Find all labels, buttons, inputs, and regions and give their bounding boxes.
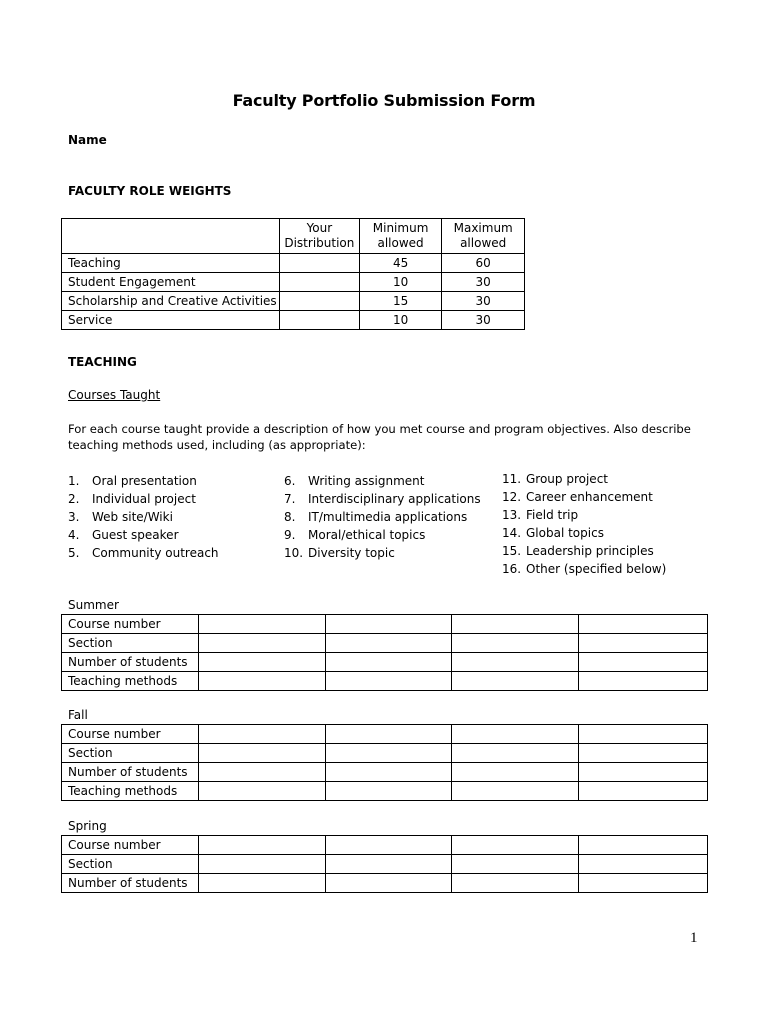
course-row	[62, 725, 708, 744]
role-name: Service	[62, 311, 280, 330]
course-row	[62, 874, 708, 893]
method-label: Other (specified below)	[526, 562, 667, 576]
course-entry-cell[interactable]	[325, 725, 452, 744]
form-title: Faculty Portfolio Submission Form	[232, 91, 536, 110]
role-name: Student Engagement	[62, 273, 280, 292]
header-min-line2: allowed	[377, 236, 424, 250]
method-item	[502, 488, 666, 506]
course-entry-cell[interactable]	[198, 855, 325, 874]
header-max-line2: allowed	[460, 236, 507, 250]
course-row-label: Teaching methods	[62, 782, 199, 801]
distribution-input[interactable]	[279, 254, 359, 273]
course-entry-cell[interactable]	[452, 744, 579, 763]
method-number: 2.	[68, 492, 80, 506]
term-label: Summer	[68, 598, 119, 612]
course-row	[62, 782, 708, 801]
method-item	[68, 508, 219, 526]
method-number: 1.	[68, 474, 80, 488]
course-entry-cell[interactable]	[198, 744, 325, 763]
method-item	[502, 524, 666, 542]
method-number: 5.	[68, 546, 80, 560]
weights-row	[62, 311, 525, 330]
method-item	[284, 472, 481, 490]
course-entry-cell[interactable]	[325, 744, 452, 763]
method-label: Global topics	[526, 526, 604, 540]
courses-taught-heading: Courses Taught	[68, 388, 161, 402]
method-number: 10.	[284, 546, 304, 560]
course-entry-cell[interactable]	[198, 615, 325, 634]
method-item	[284, 544, 481, 562]
method-label: Oral presentation	[92, 474, 197, 488]
course-entry-cell[interactable]	[579, 615, 708, 634]
method-label: Community outreach	[92, 546, 219, 560]
method-label: Group project	[526, 472, 608, 486]
course-entry-cell[interactable]	[325, 836, 452, 855]
method-label: Moral/ethical topics	[308, 528, 426, 542]
course-row-label: Number of students	[62, 763, 199, 782]
course-row	[62, 615, 708, 634]
max-allowed: 30	[442, 273, 525, 292]
course-entry-cell[interactable]	[325, 672, 452, 691]
course-entry-cell[interactable]	[452, 634, 579, 653]
header-your-line1: Your	[306, 221, 333, 235]
role-name: Teaching	[62, 254, 280, 273]
course-row	[62, 744, 708, 763]
course-entry-cell[interactable]	[325, 855, 452, 874]
course-row-label: Course number	[62, 725, 199, 744]
course-row-label: Teaching methods	[62, 672, 199, 691]
description-line-2: teaching methods used, including (as appropriate):	[68, 438, 366, 452]
course-entry-cell[interactable]	[198, 782, 325, 801]
method-label: Diversity topic	[308, 546, 395, 560]
course-entry-cell[interactable]	[452, 725, 579, 744]
course-table	[61, 614, 708, 691]
course-row-label: Number of students	[62, 653, 199, 672]
max-allowed: 30	[442, 311, 525, 330]
max-allowed: 30	[442, 292, 525, 311]
course-entry-cell[interactable]	[325, 634, 452, 653]
course-entry-cell[interactable]	[579, 763, 708, 782]
course-entry-cell[interactable]	[579, 782, 708, 801]
course-table	[61, 724, 708, 801]
distribution-input[interactable]	[279, 292, 359, 311]
term-label: Fall	[68, 708, 88, 722]
method-number: 6.	[284, 474, 296, 488]
role-weights-table	[61, 218, 525, 330]
course-entry-cell[interactable]	[579, 653, 708, 672]
method-item	[284, 526, 481, 544]
min-allowed: 10	[359, 311, 442, 330]
weights-row	[62, 254, 525, 273]
course-entry-cell[interactable]	[452, 855, 579, 874]
course-entry-cell[interactable]	[325, 782, 452, 801]
course-entry-cell[interactable]	[325, 653, 452, 672]
course-entry-cell[interactable]	[452, 653, 579, 672]
method-item	[68, 472, 219, 490]
method-number: 12.	[502, 490, 522, 504]
method-item	[284, 508, 481, 526]
role-weights-heading: FACULTY ROLE WEIGHTS	[68, 184, 232, 198]
course-entry-cell[interactable]	[452, 672, 579, 691]
course-entry-cell[interactable]	[198, 725, 325, 744]
course-entry-cell[interactable]	[579, 725, 708, 744]
method-number: 9.	[284, 528, 296, 542]
weights-header-distribution	[279, 219, 359, 254]
course-row-label: Section	[62, 855, 199, 874]
weights-header-role	[62, 219, 280, 254]
course-row	[62, 634, 708, 653]
method-label: Individual project	[92, 492, 196, 506]
min-allowed: 15	[359, 292, 442, 311]
method-number: 15.	[502, 544, 522, 558]
method-label: Guest speaker	[92, 528, 179, 542]
distribution-input[interactable]	[279, 311, 359, 330]
page-number: 1	[690, 930, 698, 946]
course-entry-cell[interactable]	[198, 874, 325, 893]
distribution-input[interactable]	[279, 273, 359, 292]
min-allowed: 45	[359, 254, 442, 273]
method-item	[502, 560, 666, 578]
method-item	[68, 526, 219, 544]
course-entry-cell[interactable]	[452, 782, 579, 801]
method-label: Leadership principles	[526, 544, 654, 558]
weights-header-row	[62, 219, 525, 254]
course-entry-cell[interactable]	[452, 615, 579, 634]
method-number: 11.	[502, 472, 522, 486]
course-row-label: Number of students	[62, 874, 199, 893]
course-row	[62, 836, 708, 855]
course-row	[62, 763, 708, 782]
description-line-1: For each course taught provide a description of how you met course and program objectives. Also describe	[68, 422, 691, 436]
course-row-label: Section	[62, 744, 199, 763]
method-number: 3.	[68, 510, 80, 524]
method-label: Career enhancement	[526, 490, 653, 504]
method-number: 16.	[502, 562, 522, 576]
course-entry-cell[interactable]	[452, 836, 579, 855]
methods-list-col3	[502, 470, 666, 578]
course-entry-cell[interactable]	[198, 672, 325, 691]
course-row-label: Section	[62, 634, 199, 653]
course-entry-cell[interactable]	[579, 855, 708, 874]
method-item	[502, 506, 666, 524]
course-entry-cell[interactable]	[579, 874, 708, 893]
header-max-line1: Maximum	[453, 221, 513, 235]
name-label: Name	[68, 133, 107, 147]
course-entry-cell[interactable]	[579, 634, 708, 653]
method-number: 14.	[502, 526, 522, 540]
method-item	[502, 542, 666, 560]
course-table	[61, 835, 708, 893]
course-row	[62, 855, 708, 874]
max-allowed: 60	[442, 254, 525, 273]
course-entry-cell[interactable]	[325, 763, 452, 782]
method-label: Field trip	[526, 508, 579, 522]
header-min-line1: Minimum	[372, 221, 429, 235]
weights-row	[62, 292, 525, 311]
method-label: IT/multimedia applications	[308, 510, 468, 524]
method-item	[68, 544, 219, 562]
weights-header-min	[359, 219, 442, 254]
method-item	[502, 470, 666, 488]
min-allowed: 10	[359, 273, 442, 292]
role-name: Scholarship and Creative Activities	[62, 292, 280, 311]
course-entry-cell[interactable]	[579, 836, 708, 855]
course-row	[62, 672, 708, 691]
methods-list-col2	[284, 472, 481, 562]
weights-row	[62, 273, 525, 292]
course-entry-cell[interactable]	[579, 672, 708, 691]
method-item	[284, 490, 481, 508]
header-your-line2: Distribution	[284, 236, 355, 250]
method-label: Writing assignment	[308, 474, 425, 488]
method-number: 4.	[68, 528, 80, 542]
method-number: 7.	[284, 492, 296, 506]
course-entry-cell[interactable]	[452, 763, 579, 782]
methods-list-col1	[68, 472, 219, 562]
course-entry-cell[interactable]	[579, 744, 708, 763]
method-label: Interdisciplinary applications	[308, 492, 481, 506]
teaching-heading: TEACHING	[68, 355, 137, 369]
course-entry-cell[interactable]	[452, 874, 579, 893]
course-row-label: Course number	[62, 615, 199, 634]
course-entry-cell[interactable]	[325, 615, 452, 634]
course-row	[62, 653, 708, 672]
course-row-label: Course number	[62, 836, 199, 855]
method-label: Web site/Wiki	[92, 510, 173, 524]
method-number: 13.	[502, 508, 522, 522]
course-entry-cell[interactable]	[198, 634, 325, 653]
course-entry-cell[interactable]	[198, 763, 325, 782]
method-number: 8.	[284, 510, 296, 524]
course-entry-cell[interactable]	[198, 653, 325, 672]
weights-header-max	[442, 219, 525, 254]
term-label: Spring	[68, 819, 107, 833]
course-entry-cell[interactable]	[198, 836, 325, 855]
course-entry-cell[interactable]	[325, 874, 452, 893]
method-item	[68, 490, 219, 508]
